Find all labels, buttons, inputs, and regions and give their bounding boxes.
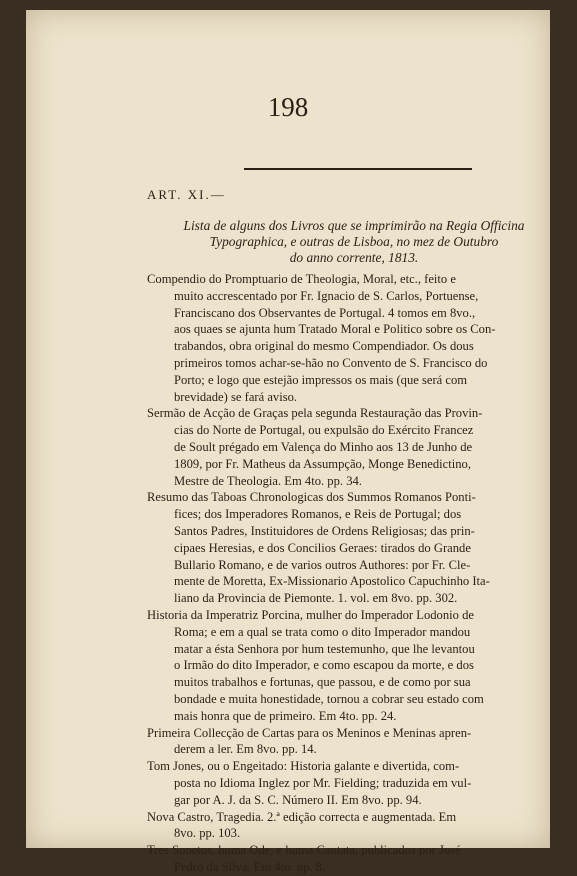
book-entry-line: brevidade) se fará aviso. [174, 389, 298, 404]
book-entry-line: Pedro da Silva. Em 4to. pp. 8. [174, 859, 326, 874]
book-entry [147, 842, 569, 876]
page-number: 198 [267, 92, 309, 122]
book-entry-line: Tom Jones, ou o Engeitado: Historia galante e divertida, com- [147, 759, 460, 774]
book-entry-line: cipaes Heresias, e dos Concilios Geraes: tirados do Grande [174, 540, 471, 555]
book-entry [147, 758, 569, 808]
book-entry-line: Sermão de Acção de Graças pela segunda Restauração das Provin- [147, 406, 483, 421]
book-entry-line: fices; dos Imperadores Romanos, e Reis de Portugal; dos [174, 507, 462, 522]
book-entry-line: mais honra que de primeiro. Em 4to. pp. 24. [174, 708, 397, 723]
book-entry-line: Nova Castro, Tragedia. 2.ª edição correcta e augmentada. Em [147, 809, 457, 824]
book-entry [147, 607, 569, 725]
book-entry-line: aos quaes se ajunta hum Tratado Moral e Politico sobre os Con- [174, 322, 496, 337]
book-entry-line: muitos trabalhos e fortunas, que passou, e de como por sua [174, 675, 471, 690]
list-title-line: Typographica, e outras de Lisboa, no mez de Outubro [209, 234, 499, 249]
book-entry-line: Franciscano dos Observantes de Portugal. 4 tomos em 8vo., [174, 305, 476, 320]
book-entry-line: liano da Provincia de Piemonte. 1. vol. em 8vo. pp. 302. [174, 591, 458, 606]
book-entry-line: posta no Idioma Inglez por Mr. Fielding; traduzida em vul- [174, 775, 472, 790]
book-entry-line: mente de Moretta, Ex-Missionario Apostolico Capuchinho Ita- [174, 574, 490, 589]
book-entry-line: gar por A. J. da S. C. Número II. Em 8vo. pp. 94. [174, 792, 422, 807]
book-page [26, 10, 550, 874]
list-title-line: Lista de alguns dos Livros que se imprimirão na Regia Officina [183, 218, 525, 233]
book-entry-line: Primeira Collecção de Cartas para os Meninos e Meninas apren- [147, 725, 472, 740]
book-entry-line: Roma; e em a qual se trata como o dito Imperador mandou [174, 624, 471, 639]
book-entry-line: Tres Sonetos, huma Ode, e huma Cantata, publicados por José [147, 843, 461, 858]
list-title-line: do anno corrente, 1813. [289, 250, 419, 265]
book-entry-line: Bullario Romano, e de varios outros Authores: por Fr. Cle- [174, 557, 471, 572]
book-entry-line: bondade e muita honestidade, tornou a cobrar seu estado com [174, 691, 484, 706]
book-entry [147, 271, 569, 405]
book-entry-line: primeiros tomos achar-se-hão no Convento de S. Francisco do [174, 355, 488, 370]
book-entry-line: Compendio do Promptuario de Theologia, Moral, etc., feito e [147, 272, 456, 286]
list-title [147, 218, 561, 266]
book-entry-line: Mestre de Theologia. Em 4to. pp. 34. [174, 473, 362, 488]
book-list [147, 271, 569, 876]
book-entry-line: muito accrescentado por Fr. Ignacio de S. Carlos, Portuense, [174, 288, 479, 303]
book-entry-line: de Soult prégado em Valença do Minho aos 13 de Junho de [174, 439, 473, 454]
book-entry-line: Resumo das Taboas Chronologicas dos Summos Romanos Ponti- [147, 490, 476, 505]
book-entry [147, 405, 569, 489]
book-entry-line: derem a ler. Em 8vo. pp. 14. [174, 742, 317, 757]
article-heading: ART. XI.— [147, 187, 226, 202]
book-entry-line: o Irmão do dito Imperador, e como escapou da morte, e dos [174, 658, 474, 673]
book-entry-line: 8vo. pp. 103. [174, 826, 241, 841]
book-entry-line: cias do Norte de Portugal, ou expulsão do Exército Francez [174, 423, 474, 438]
book-entry-line: matar a ésta Senhora por hum testemunho, que lhe levantou [174, 641, 475, 656]
book-entry-line: Historia da Imperatriz Porcina, mulher do Imperador Lodonio de [147, 607, 474, 622]
book-entry-line: 1809, por Fr. Matheus da Assumpção, Monge Benedictino, [174, 456, 471, 471]
book-entry-line: Porto; e logo que estejão impressos os mais (que será com [174, 372, 468, 387]
book-entry [147, 809, 569, 843]
header-rule [244, 168, 472, 170]
book-entry-line: Santos Padres, Instituidores de Ordens Religiosas; das prin- [174, 523, 475, 538]
book-entry [147, 725, 569, 759]
book-entry [147, 489, 569, 607]
book-entry-line: trabandos, obra original do mesmo Compendiador. Os dous [174, 339, 474, 354]
